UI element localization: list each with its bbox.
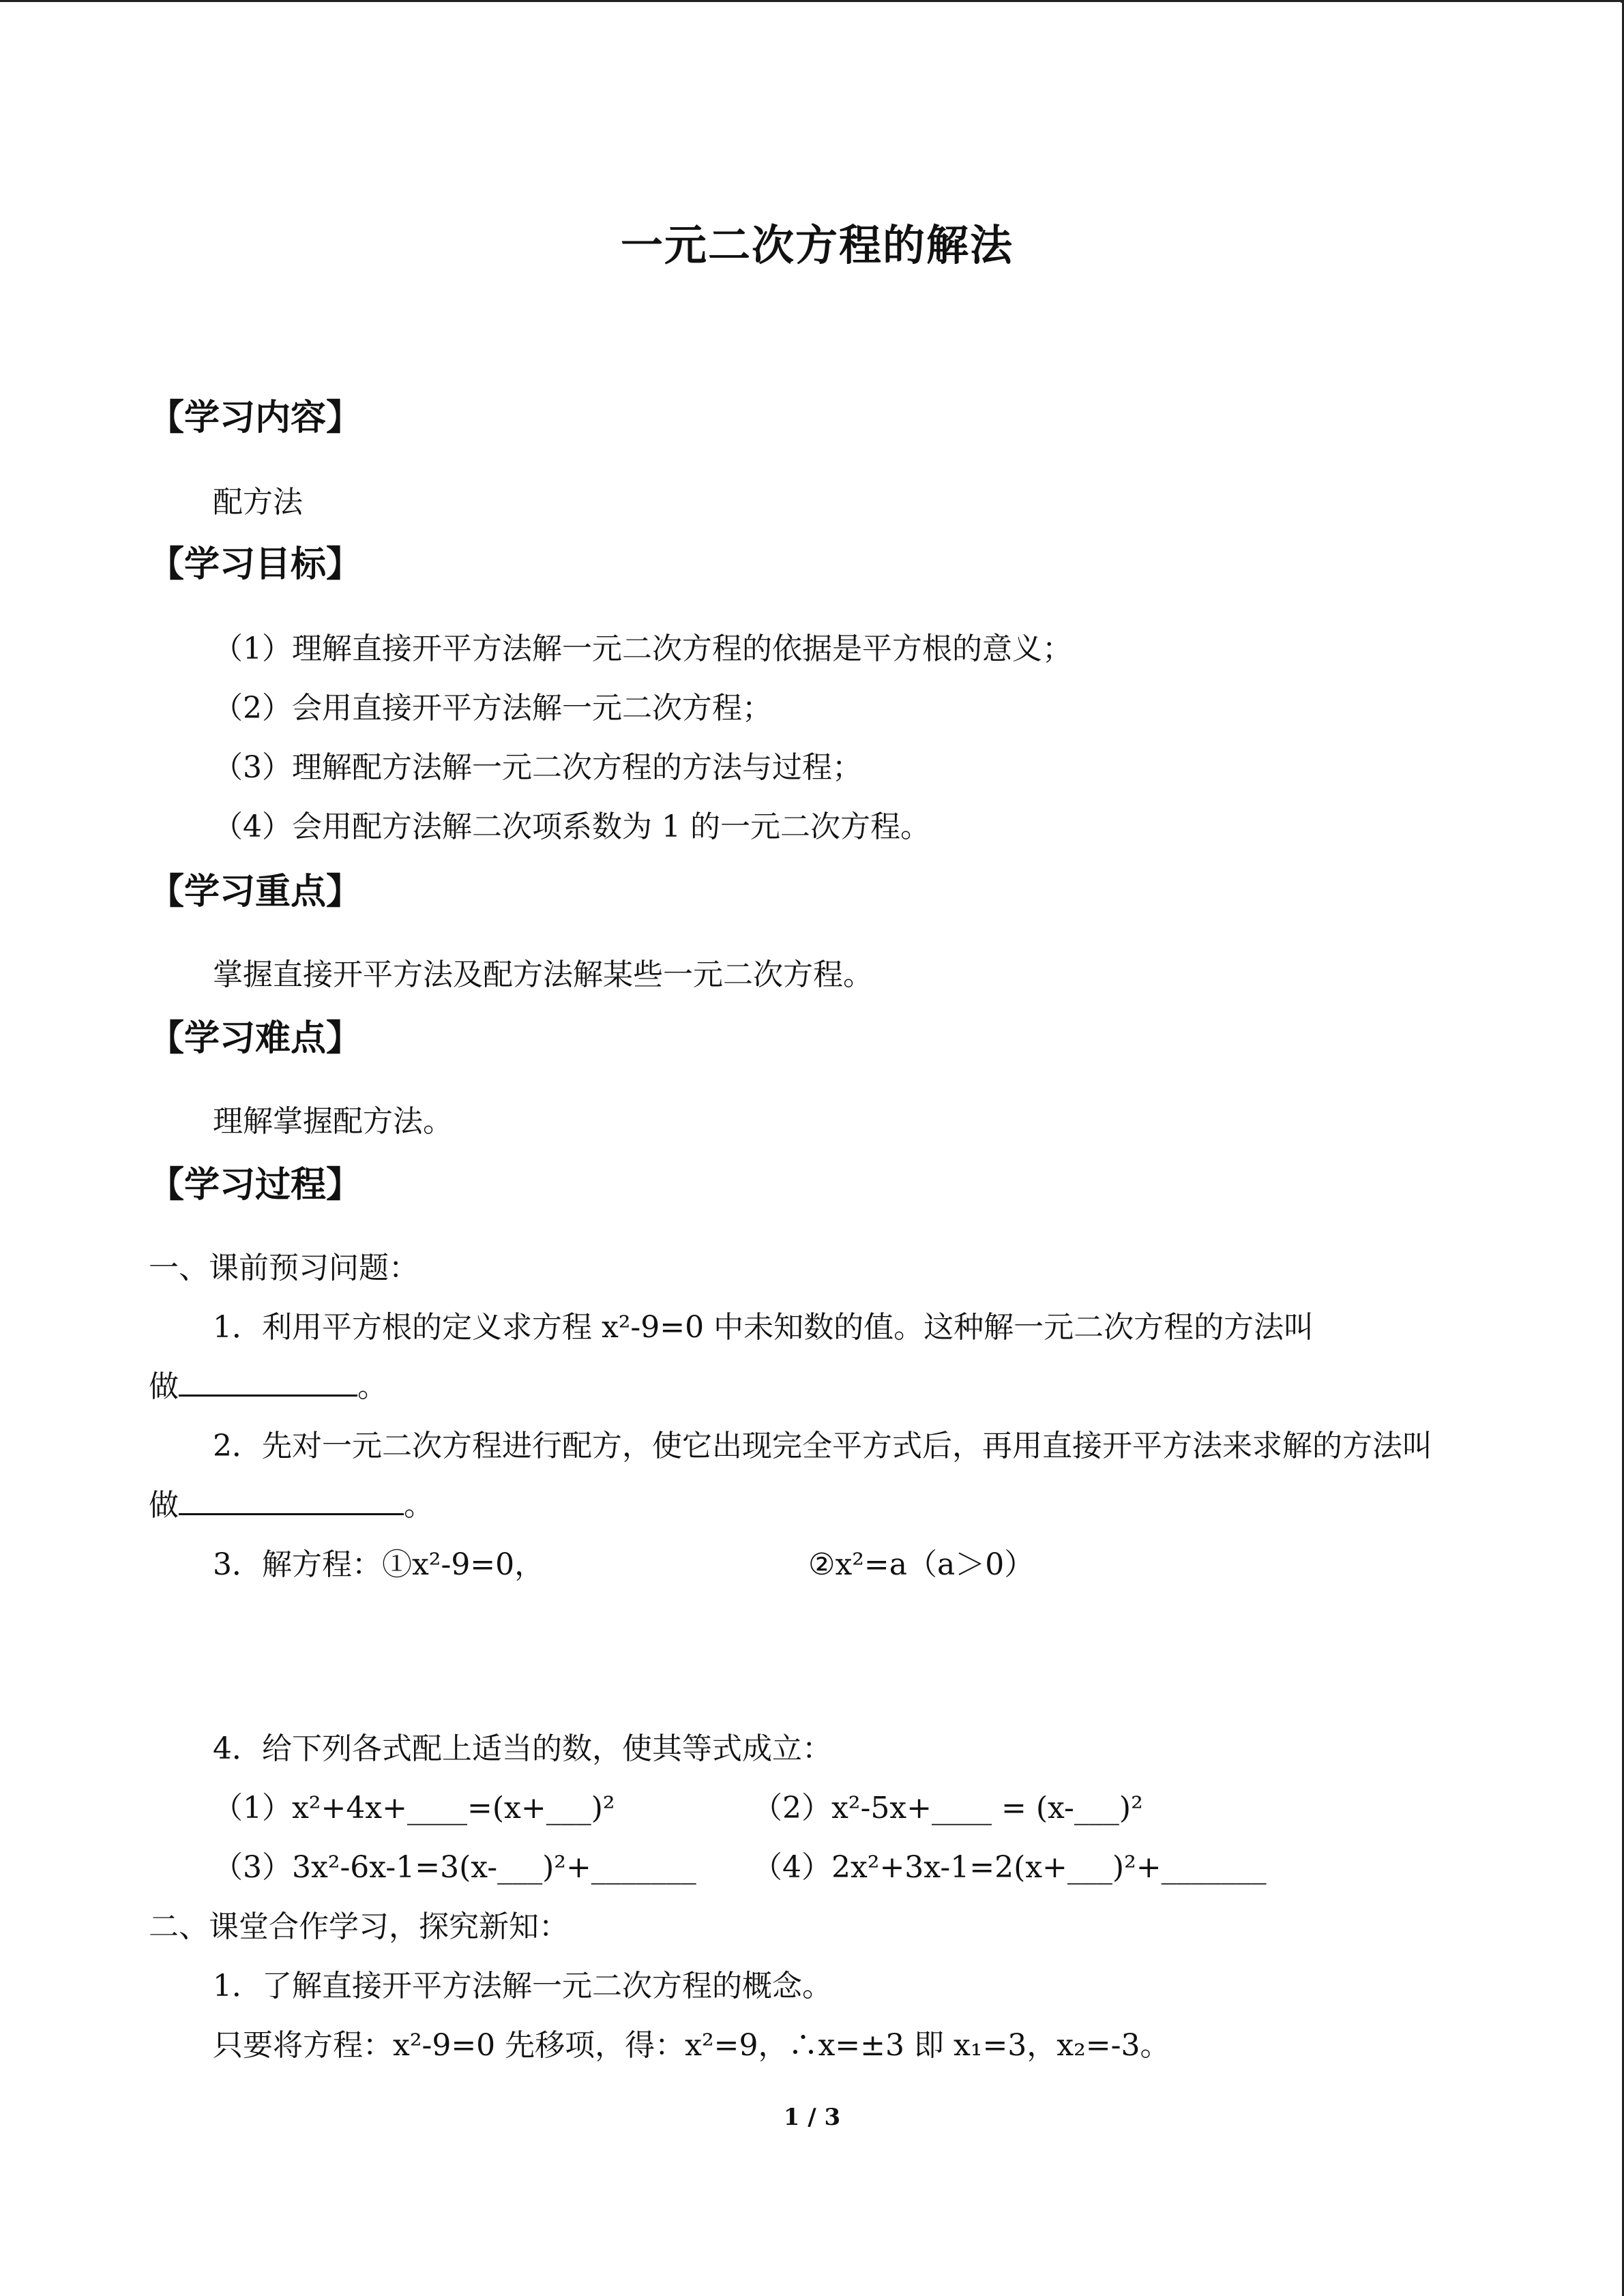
heading-goals: 【学习目标】 xyxy=(149,544,362,585)
heading-key: 【学习重点】 xyxy=(149,871,362,912)
q1-line1: 1．利用平方根的定义求方程 x²-9=0 中未知数的值。这种解一元二次方程的方法叫 xyxy=(213,1310,1314,1345)
part2-item-1-detail: 只要将方程：x²-9=0 先移项，得：x²=9，∴x=±3 即 x₁=3，x₂=-3。 xyxy=(213,2028,1170,2063)
goal-item-1: （1）理解直接开平方法解一元二次方程的依据是平方根的意义； xyxy=(213,631,1072,666)
page-top-border xyxy=(0,0,1623,3)
q4-item-2: （2）x²-5x+____ = (x-___)² xyxy=(752,1791,1143,1825)
goal-item-4: （4）会用配方法解二次项系数为 1 的一元二次方程。 xyxy=(213,809,930,844)
heading-process: 【学习过程】 xyxy=(149,1165,362,1206)
q3-equation-b: ②x²=a（a＞0） xyxy=(808,1547,1035,1582)
part1-title: 一、课前预习问题： xyxy=(149,1251,419,1285)
part2-title: 二、课堂合作学习，探究新知： xyxy=(149,1909,569,1944)
difficulty-text: 理解掌握配方法。 xyxy=(213,1104,453,1139)
heading-content: 【学习内容】 xyxy=(149,398,362,438)
heading-difficulty: 【学习难点】 xyxy=(149,1018,362,1059)
key-text: 掌握直接开平方法及配方法解某些一元二次方程。 xyxy=(213,957,873,992)
page-number: 1 / 3 xyxy=(783,2104,841,2131)
goal-item-3: （3）理解配方法解一元二次方程的方法与过程； xyxy=(213,750,862,785)
q3-equation-a: 3．解方程：①x²-9=0， xyxy=(213,1547,545,1582)
goal-item-2: （2）会用直接开平方法解一元二次方程； xyxy=(213,691,772,726)
q1-answer-blank[interactable] xyxy=(179,1363,357,1397)
q2-line1: 2．先对一元二次方程进行配方，使它出现完全平方式后，再用直接开平方法来求解的方法叫 xyxy=(213,1429,1432,1463)
q1-line2 xyxy=(149,1362,387,1405)
q4-item-1: （1）x²+4x+____=(x+___)² xyxy=(213,1791,615,1825)
q2-line2 xyxy=(149,1480,434,1524)
q1-suffix: 。 xyxy=(357,1369,387,1404)
q4-item-3: （3）3x²-6x-1=3(x-___)²+_______ xyxy=(213,1850,696,1885)
q1-prefix: 做 xyxy=(149,1369,179,1404)
q2-suffix: 。 xyxy=(404,1488,434,1523)
page-title: 一元二次方程的解法 xyxy=(620,220,1014,270)
content-text: 配方法 xyxy=(213,485,303,520)
q2-answer-blank[interactable] xyxy=(179,1482,404,1515)
q4-item-4: （4）2x²+3x-1=2(x+___)²+_______ xyxy=(752,1850,1267,1885)
q2-prefix: 做 xyxy=(149,1488,179,1523)
q4-instruction: 4．给下列各式配上适当的数，使其等式成立： xyxy=(213,1731,832,1766)
part2-item-1: 1．了解直接开平方法解一元二次方程的概念。 xyxy=(213,1969,832,2003)
